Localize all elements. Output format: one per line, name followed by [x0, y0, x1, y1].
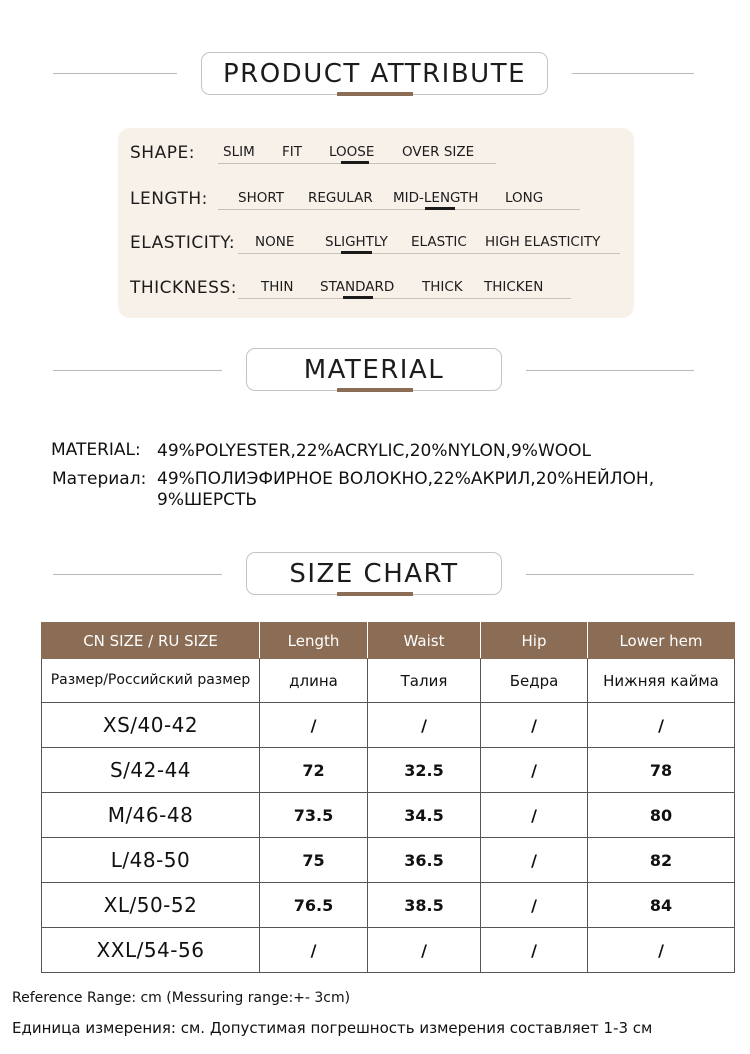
- value-cell: /: [481, 748, 588, 793]
- ru-column-header: Бедра: [481, 659, 588, 703]
- ru-column-header: Талия: [368, 659, 481, 703]
- divider-line: [53, 73, 177, 74]
- value-cell: 73.5: [260, 793, 368, 838]
- material-value-ru: 49%ПОЛИЭФИРНОЕ ВОЛОКНО,22%АКРИЛ,20%НЕЙЛОН,: [157, 469, 655, 489]
- ru-column-header: длина: [260, 659, 368, 703]
- attr-option-selected: STANDARD: [320, 279, 395, 295]
- value-cell: 38.5: [368, 883, 481, 928]
- divider-line: [53, 370, 222, 371]
- section-underline: [337, 92, 413, 96]
- attr-option: HIGH ELASTICITY: [485, 234, 601, 250]
- value-cell: 72: [260, 748, 368, 793]
- attr-option: REGULAR: [308, 190, 373, 206]
- attr-row-line: [238, 253, 620, 254]
- value-cell: 76.5: [260, 883, 368, 928]
- divider-line: [526, 370, 694, 371]
- value-cell: 82: [588, 838, 735, 883]
- value-cell: 34.5: [368, 793, 481, 838]
- attr-label-length: LENGTH:: [130, 189, 208, 209]
- table-header-row: [42, 623, 735, 659]
- size-cell: M/46-48: [42, 793, 260, 838]
- divider-line: [572, 73, 694, 74]
- selected-marker: [343, 296, 373, 299]
- value-cell: /: [260, 703, 368, 748]
- table-row: [42, 703, 735, 748]
- column-header: CN SIZE / RU SIZE: [42, 623, 260, 659]
- material-value-en: 49%POLYESTER,22%ACRYLIC,20%NYLON,9%WOOL: [157, 441, 592, 461]
- column-header: Hip: [481, 623, 588, 659]
- attr-option: THICKEN: [484, 279, 544, 295]
- selected-marker: [341, 251, 372, 254]
- value-cell: 75: [260, 838, 368, 883]
- attr-option: THIN: [261, 279, 294, 295]
- table-row: [42, 928, 735, 973]
- attr-option: FIT: [282, 144, 302, 160]
- value-cell: 32.5: [368, 748, 481, 793]
- section-title-material: MATERIAL: [246, 348, 502, 391]
- attr-option: ELASTIC: [411, 234, 467, 250]
- value-cell: /: [481, 928, 588, 973]
- selected-marker: [341, 161, 369, 164]
- ru-column-header: Размер/Российский размер: [42, 659, 260, 703]
- selected-marker: [425, 207, 455, 210]
- attr-option: THICK: [422, 279, 463, 295]
- reference-note-en: Reference Range: cm (Messuring range:+- 3cm): [12, 990, 351, 1006]
- section-title-attribute: PRODUCT ATTRIBUTE: [201, 52, 548, 95]
- value-cell: 80: [588, 793, 735, 838]
- attr-option: SLIM: [223, 144, 255, 160]
- size-cell: XS/40-42: [42, 703, 260, 748]
- table-row: [42, 793, 735, 838]
- attr-option: LONG: [505, 190, 544, 206]
- attr-row-line: [238, 298, 571, 299]
- attr-option: OVER SIZE: [402, 144, 475, 160]
- divider-line: [53, 574, 222, 575]
- size-cell: L/48-50: [42, 838, 260, 883]
- value-cell: 78: [588, 748, 735, 793]
- column-header: Lower hem: [588, 623, 735, 659]
- attr-label-shape: SHAPE:: [130, 143, 195, 163]
- material-label-en: MATERIAL:: [51, 440, 141, 460]
- value-cell: /: [368, 703, 481, 748]
- size-cell: XL/50-52: [42, 883, 260, 928]
- value-cell: /: [260, 928, 368, 973]
- value-cell: 84: [588, 883, 735, 928]
- attr-option-selected: MID-LENGTH: [393, 190, 479, 206]
- material-label-ru: Материал:: [52, 469, 147, 489]
- material-value-ru-cont: 9%ШЕРСТЬ: [157, 490, 258, 510]
- section-underline: [337, 592, 413, 596]
- value-cell: /: [481, 703, 588, 748]
- attr-option-selected: SLIGHTLY: [325, 234, 388, 250]
- column-header: Waist: [368, 623, 481, 659]
- section-underline: [337, 388, 413, 392]
- size-cell: S/42-44: [42, 748, 260, 793]
- table-ru-header-row: [42, 659, 735, 703]
- value-cell: /: [368, 928, 481, 973]
- ru-column-header: Нижняя кайма: [588, 659, 735, 703]
- attr-row-line: [218, 209, 580, 210]
- column-header: Length: [260, 623, 368, 659]
- value-cell: /: [481, 838, 588, 883]
- value-cell: 36.5: [368, 838, 481, 883]
- attribute-panel: [118, 128, 634, 318]
- value-cell: /: [588, 928, 735, 973]
- table-row: [42, 883, 735, 928]
- value-cell: /: [588, 703, 735, 748]
- attr-label-thickness: THICKNESS:: [130, 278, 237, 298]
- value-cell: /: [481, 883, 588, 928]
- attr-label-elasticity: ELASTICITY:: [130, 233, 236, 253]
- divider-line: [526, 574, 694, 575]
- reference-note-ru: Единица измерения: см. Допустимая погрешность измерения составляет 1-3 см: [12, 1019, 653, 1037]
- table-row: [42, 748, 735, 793]
- size-table: [41, 622, 735, 973]
- table-row: [42, 838, 735, 883]
- attr-option: SHORT: [238, 190, 284, 206]
- attr-option: NONE: [255, 234, 295, 250]
- attr-option-selected: LOOSE: [329, 144, 375, 160]
- section-title-size-chart: SIZE CHART: [246, 552, 502, 595]
- size-cell: XXL/54-56: [42, 928, 260, 973]
- value-cell: /: [481, 793, 588, 838]
